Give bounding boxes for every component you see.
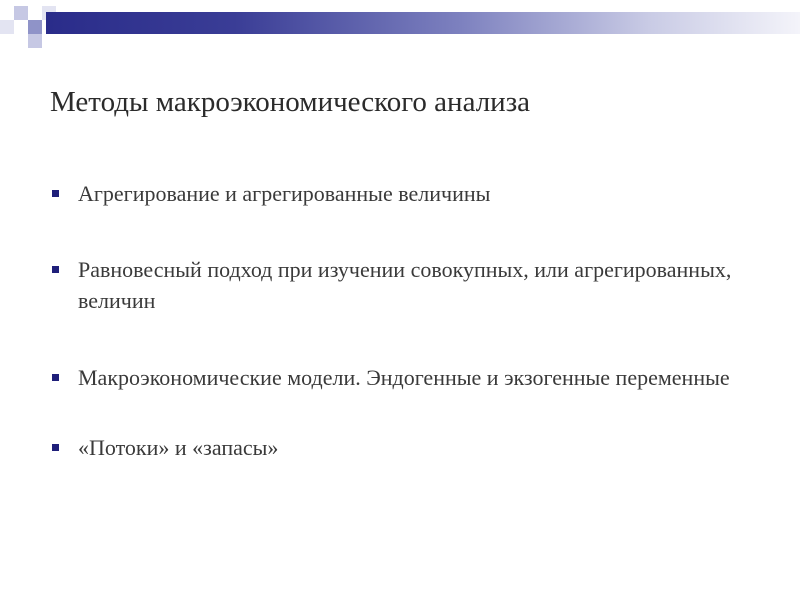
- bullet-item: [52, 362, 752, 393]
- bullet-item: [52, 254, 752, 316]
- square-bullet-icon: [52, 266, 59, 273]
- bullet-text: Равновесный подход при изучении совокупных, или агрегированных, величин: [78, 257, 732, 313]
- square-bullet-icon: [52, 190, 59, 197]
- square-bullet-icon: [52, 374, 59, 381]
- bullet-item: [52, 178, 752, 209]
- square-bullet-icon: [52, 444, 59, 451]
- bullet-text: Макроэкономические модели. Эндогенные и экзогенные переменные: [78, 365, 730, 390]
- bullet-item: [52, 432, 752, 463]
- slide-title: Методы макроэкономического анализа: [50, 86, 531, 118]
- bullet-text: Агрегирование и агрегированные величины: [78, 181, 491, 206]
- bullet-text: «Потоки» и «запасы»: [78, 435, 279, 460]
